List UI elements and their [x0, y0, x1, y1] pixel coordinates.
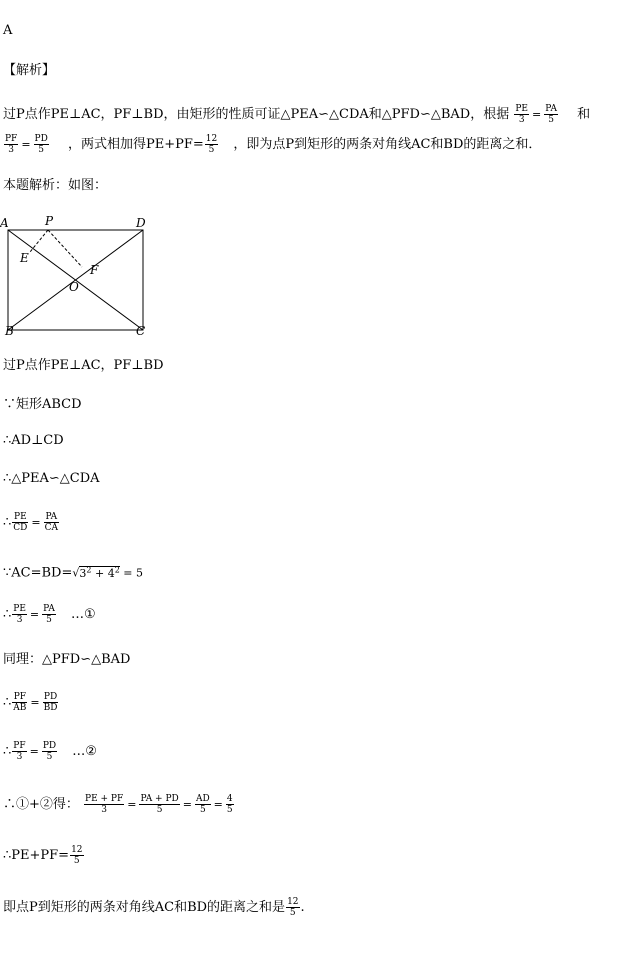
fraction: $\frac{12}{5}$: [205, 134, 218, 155]
and-text: 和: [577, 107, 591, 122]
step-1: 过P点作PE⊥AC，PF⊥BD: [3, 358, 164, 373]
intro-text-3: ，即为点P到矩形的两条对角线AC和BD的距离之和．: [233, 137, 542, 152]
mark-2: …②: [72, 744, 97, 759]
intro-text-2: ，两式相加得PE+PF=: [67, 137, 204, 152]
fraction: $\frac{PE}{3}$: [515, 104, 529, 125]
fraction: $\frac{PF}{3}$: [5, 134, 18, 155]
step-4: ∴△PEA∽△CDA: [3, 471, 100, 486]
solution-title: 本题解析：如图：: [3, 178, 108, 193]
rectangle-figure: [0, 210, 160, 340]
step-6: $\because AC=BD=√3^2 + 4^2 = 5$: [3, 565, 144, 581]
step-12: ∴PE+PF= $\frac{12}{5}$: [3, 845, 83, 866]
fraction: $\frac{PA}{CA}$: [44, 512, 58, 533]
label-d: D: [136, 216, 146, 230]
step-7: ∴ $\frac{PE}{3}$ = $\frac{PA}{5}$ …①: [3, 604, 96, 625]
analysis-heading: 【解析】: [3, 63, 56, 78]
fraction: $\frac{PA}{5}$: [545, 104, 557, 125]
step-5: ∴ $\frac{PE}{CD}$ = $\frac{PA}{CA}$: [3, 512, 58, 533]
fraction: $\frac{PF}{AB}$: [13, 692, 27, 713]
step-10: ∴ $\frac{PF}{3}$ = $\frac{PD}{5}$ …②: [3, 741, 97, 762]
fraction: $\frac{PD}{BD}$: [43, 692, 58, 713]
label-f: F: [90, 263, 99, 277]
perpendicular-pf: [48, 230, 82, 267]
fraction: $\frac{PE + PF}{3}$: [85, 794, 124, 815]
step-9: ∴ $\frac{PF}{AB}$ = $\frac{PD}{BD}$: [3, 692, 58, 713]
step-8: 同理：△PFD∽△BAD: [3, 652, 131, 667]
label-p: P: [45, 214, 54, 228]
fraction: $\frac{PD}{5}$: [34, 134, 48, 155]
fraction: $\frac{PF}{3}$: [13, 741, 26, 762]
fraction: $\frac{4}{5}$: [226, 794, 233, 815]
fraction: $\frac{12}{5}$: [71, 845, 83, 866]
fraction: $\frac{PD}{5}$: [42, 741, 57, 762]
step-2: ∵矩形ABCD: [3, 397, 82, 412]
fraction: $\frac{PA + PD}{5}$: [140, 794, 179, 815]
label-o: O: [69, 280, 79, 294]
intro-line-2: $\frac{PF}{3}$ = $\frac{PD}{5}$ ，两式相加得PE+PF= $\frac{12}{5}$ ，即为点P到矩形的两条对角线AC和BD的距离之和．: [5, 134, 542, 155]
mark-1: …①: [71, 607, 96, 622]
sqrt-icon: √: [72, 566, 80, 580]
fraction: $\frac{PE}{CD}$: [13, 512, 28, 533]
label-b: B: [5, 324, 14, 338]
label-e: E: [20, 251, 29, 265]
label-a: A: [0, 216, 9, 230]
fraction: $\frac{PA}{5}$: [43, 604, 55, 625]
intro-line-1: 过P点作PE⊥AC，PF⊥BD，由矩形的性质可证△PEA∽△CDA和△PFD∽△BAD，根据 $\frac{PE}{3}$ = $\frac{PA}{5}$ 和: [3, 104, 591, 125]
label-c: C: [136, 324, 146, 338]
intro-text-1: 过P点作PE⊥AC，PF⊥BD，由矩形的性质可证△PEA∽△CDA和△PFD∽△BAD，根据: [3, 107, 510, 122]
conclusion: 即点P到矩形的两条对角线AC和BD的距离之和是 $\frac{12}{5}$ .: [3, 897, 305, 918]
fraction: $\frac{12}{5}$: [287, 897, 299, 918]
fraction: $\frac{PE}{3}$: [13, 604, 26, 625]
step-3: ∴AD⊥CD: [3, 433, 64, 448]
step-11: ∴①+②得： $\frac{PE + PF}{3}$ = $\frac{PA + PD}{5}$ = $\frac{AD}{5}$ = $\frac{4}{5}$: [3, 794, 233, 815]
fraction: $\frac{AD}{5}$: [195, 794, 210, 815]
answer-label: A: [3, 23, 13, 38]
